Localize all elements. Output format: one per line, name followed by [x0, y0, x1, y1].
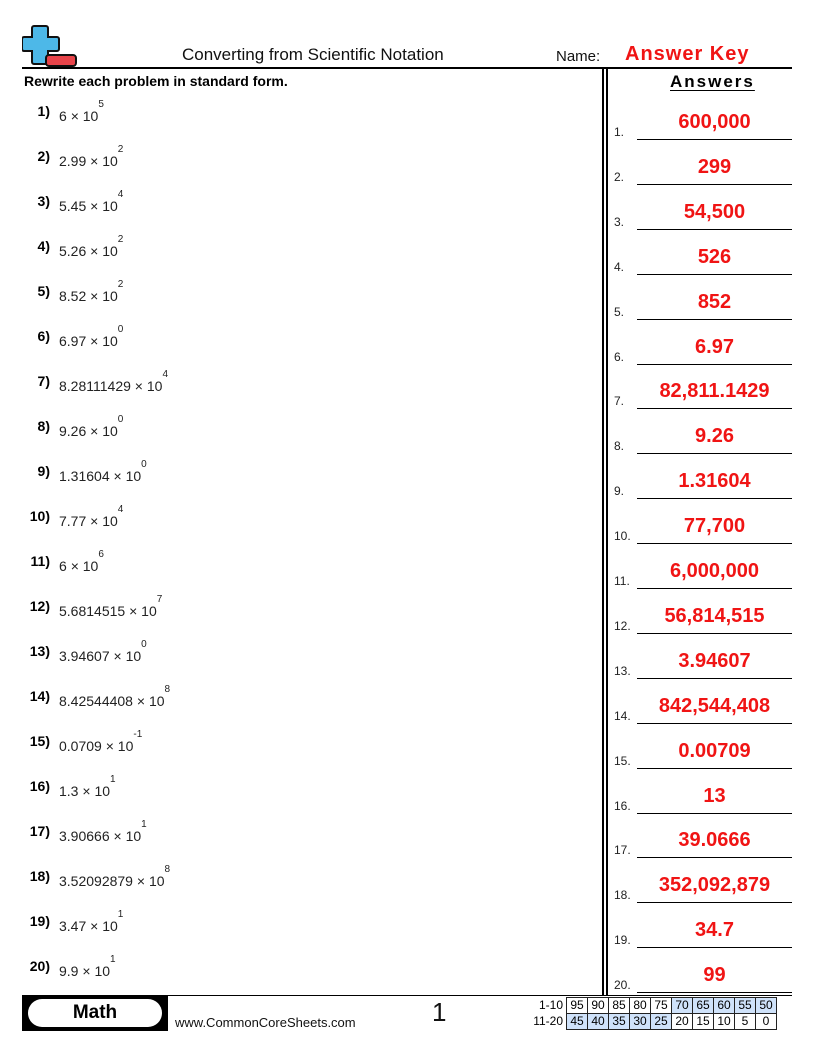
answer-number: 16. — [614, 798, 631, 813]
times-symbol: × — [90, 333, 99, 349]
coefficient: 1.31604 — [59, 468, 110, 484]
answer-line — [637, 453, 792, 454]
answer-number: 17. — [614, 843, 631, 858]
base: 10 — [94, 783, 111, 799]
base: 10 — [125, 648, 142, 664]
problem-number: 18) — [29, 868, 50, 884]
exponent: -1 — [133, 729, 143, 740]
instructions: Rewrite each problem in standard form. — [24, 73, 288, 89]
answer-item — [612, 380, 792, 410]
score-cell: 0 — [756, 1014, 777, 1030]
answer-number: 7. — [614, 394, 625, 409]
score-cell: 20 — [672, 1014, 693, 1030]
answer-item — [612, 425, 792, 455]
score-cell: 60 — [714, 998, 735, 1014]
answer-item — [612, 201, 792, 231]
answer-item — [612, 291, 792, 321]
answer-item — [612, 111, 792, 141]
problem-number: 5) — [37, 283, 50, 299]
coefficient: 3.94607 — [59, 648, 110, 664]
answer-item — [612, 740, 792, 770]
times-symbol: × — [90, 288, 99, 304]
score-cell: 45 — [567, 1014, 588, 1030]
coefficient: 3.47 — [59, 918, 87, 934]
problem-number: 12) — [29, 598, 50, 614]
exponent: 1 — [110, 954, 116, 965]
score-cell: 70 — [672, 998, 693, 1014]
problem-number: 17) — [29, 823, 50, 839]
answer-item — [612, 336, 792, 366]
answer-line — [637, 678, 792, 679]
score-cell: 50 — [756, 998, 777, 1014]
base: 10 — [102, 918, 118, 934]
base: 10 — [146, 378, 163, 394]
score-row — [523, 1014, 777, 1030]
answer-number: 15. — [614, 753, 631, 768]
times-symbol: × — [129, 603, 138, 619]
answer-line — [637, 408, 792, 409]
coefficient: 0.0709 — [59, 738, 102, 754]
answer-value: 0.00709 — [678, 739, 751, 762]
times-symbol: × — [70, 108, 79, 124]
score-row-label: 1-10 — [538, 998, 563, 1012]
times-symbol: × — [82, 963, 91, 979]
coefficient: 5.45 — [59, 198, 87, 214]
answer-line — [637, 768, 792, 769]
answer-number: 20. — [614, 978, 631, 993]
problem-expression — [59, 684, 171, 709]
answer-number: 12. — [614, 618, 631, 633]
problem-number: 7) — [37, 373, 50, 389]
score-cell: 25 — [651, 1014, 672, 1030]
answer-line — [637, 902, 792, 903]
answer-line — [637, 498, 792, 499]
coefficient: 8.42544408 — [59, 693, 133, 709]
answer-item — [612, 964, 792, 994]
answer-item — [612, 246, 792, 276]
times-symbol: × — [82, 783, 91, 799]
answer-number: 18. — [614, 888, 631, 903]
problem-expression — [59, 279, 124, 304]
base: 10 — [102, 513, 118, 529]
exponent: 0 — [117, 414, 124, 425]
problem-expression — [59, 459, 147, 484]
times-symbol: × — [113, 648, 122, 664]
problem-number: 4) — [37, 238, 50, 254]
answers-heading: Answers — [670, 72, 755, 91]
times-symbol: × — [90, 243, 99, 259]
exponent: 5 — [98, 99, 104, 110]
times-symbol: × — [70, 558, 79, 574]
exponent: 4 — [162, 369, 168, 380]
problem-expression — [59, 189, 124, 214]
problem-expression — [59, 819, 147, 844]
problem-number: 14) — [29, 688, 50, 704]
coefficient: 2.99 — [59, 153, 87, 169]
answer-line — [637, 992, 792, 993]
website-link[interactable]: www.CommonCoreSheets.com — [175, 1015, 356, 1030]
score-cell: 30 — [630, 1014, 651, 1030]
times-symbol: × — [134, 378, 143, 394]
answer-value: 3.94607 — [678, 649, 751, 672]
base: 10 — [141, 603, 157, 619]
answer-value: 842,544,408 — [658, 694, 771, 717]
score-cell: 85 — [609, 998, 630, 1014]
answer-line — [637, 229, 792, 230]
exponent: 1 — [117, 909, 124, 920]
answer-value: 852 — [697, 290, 732, 313]
answer-value: 56,814,515 — [664, 604, 765, 627]
base: 10 — [125, 828, 142, 844]
coefficient: 6 — [59, 558, 67, 574]
times-symbol: × — [90, 423, 99, 439]
plus-minus-logo-icon — [22, 24, 78, 68]
answer-value: 99 — [703, 964, 726, 987]
times-symbol: × — [90, 198, 99, 214]
worksheet-title: Converting from Scientific Notation — [182, 45, 444, 64]
exponent: 0 — [117, 324, 124, 335]
answer-number: 1. — [614, 125, 625, 139]
score-cell: 5 — [735, 1014, 756, 1030]
answer-line — [637, 139, 792, 140]
answer-line — [637, 813, 792, 814]
base: 10 — [82, 108, 99, 124]
coefficient: 7.77 — [59, 513, 87, 529]
score-cell: 95 — [567, 998, 588, 1014]
problem-number: 9) — [37, 463, 50, 479]
exponent: 4 — [117, 504, 124, 515]
name-value: Answer Key — [625, 43, 750, 65]
answer-value: 299 — [697, 155, 732, 178]
problem-number: 16) — [29, 778, 50, 794]
answer-item — [612, 829, 792, 859]
header-rule — [22, 67, 792, 69]
answer-line — [637, 274, 792, 275]
problem-expression — [59, 504, 124, 529]
coefficient: 5.6814515 — [59, 603, 126, 619]
exponent: 2 — [117, 234, 124, 245]
base: 10 — [125, 468, 142, 484]
answer-value: 600,000 — [678, 111, 751, 133]
base: 10 — [82, 558, 99, 574]
problem-expression — [59, 594, 163, 619]
coefficient: 6 — [59, 108, 67, 124]
times-symbol: × — [105, 738, 114, 754]
exponent: 7 — [156, 594, 163, 605]
answer-item — [612, 650, 792, 680]
problem-expression — [59, 774, 116, 799]
base: 10 — [102, 423, 118, 439]
answer-item — [612, 515, 792, 545]
score-cell: 35 — [609, 1014, 630, 1030]
page-number: 1 — [432, 997, 447, 1027]
coefficient: 8.52 — [59, 288, 87, 304]
problem-number: 19) — [29, 913, 50, 929]
base: 10 — [94, 963, 111, 979]
answer-item — [612, 874, 792, 904]
subject-label: Math — [28, 999, 162, 1027]
answer-number: 2. — [614, 169, 625, 184]
score-cell: 40 — [588, 1014, 609, 1030]
answer-item — [612, 695, 792, 725]
base: 10 — [102, 333, 118, 349]
answer-number: 13. — [614, 663, 631, 678]
answer-item — [612, 560, 792, 590]
answer-number: 6. — [614, 349, 625, 364]
problem-expression — [59, 324, 124, 349]
score-cell: 65 — [693, 998, 714, 1014]
times-symbol: × — [136, 693, 146, 709]
exponent: 8 — [164, 684, 171, 695]
coefficient: 3.52092879 — [59, 873, 133, 889]
base: 10 — [102, 198, 118, 214]
answer-number: 14. — [614, 708, 631, 723]
score-cell: 75 — [651, 998, 672, 1014]
times-symbol: × — [90, 513, 99, 529]
answer-item — [612, 470, 792, 500]
answer-item — [612, 785, 792, 815]
answer-number: 19. — [614, 933, 631, 948]
problem-number: 15) — [29, 733, 50, 749]
answer-item — [612, 156, 792, 186]
problem-expression — [59, 909, 124, 934]
answer-line — [637, 723, 792, 724]
exponent: 1 — [110, 774, 116, 785]
score-row — [523, 998, 777, 1014]
exponent: 6 — [98, 549, 104, 560]
problem-number: 20) — [29, 958, 50, 974]
answer-number: 5. — [614, 304, 625, 319]
score-cell: 55 — [735, 998, 756, 1014]
answer-number: 9. — [614, 484, 625, 499]
coefficient: 8.28111429 — [59, 378, 131, 394]
times-symbol: × — [136, 873, 146, 889]
problem-number: 6) — [37, 328, 50, 344]
answer-value: 34.7 — [695, 919, 734, 942]
score-cell: 80 — [630, 998, 651, 1014]
coefficient: 1.3 — [59, 783, 79, 799]
answer-number: 8. — [614, 439, 625, 454]
base: 10 — [102, 153, 118, 169]
answer-line — [637, 633, 792, 634]
answer-value: 54,500 — [683, 200, 746, 223]
exponent: 4 — [117, 189, 124, 200]
exponent: 2 — [117, 279, 124, 290]
answer-number: 4. — [614, 259, 625, 274]
base: 10 — [102, 288, 118, 304]
answer-number: 10. — [614, 529, 631, 544]
problem-number: 2) — [37, 148, 50, 164]
problem-expression — [59, 414, 124, 439]
problem-number: 13) — [29, 643, 50, 659]
score-table — [523, 997, 777, 1030]
problem-number: 1) — [37, 103, 50, 119]
answer-line — [637, 543, 792, 544]
column-divider — [606, 69, 608, 995]
answer-line — [637, 857, 792, 858]
problem-expression — [59, 144, 124, 169]
exponent: 1 — [141, 819, 147, 830]
exponent: 0 — [141, 639, 147, 650]
problem-expression — [59, 639, 147, 664]
answer-value: 526 — [697, 245, 732, 268]
problem-number: 8) — [37, 418, 50, 434]
answer-value: 82,811.1429 — [659, 380, 770, 403]
answer-item — [612, 919, 792, 949]
problem-expression — [59, 729, 143, 754]
coefficient: 9.26 — [59, 423, 87, 439]
problem-expression — [59, 369, 168, 394]
answer-item — [612, 605, 792, 635]
problem-number: 3) — [37, 193, 50, 209]
times-symbol: × — [90, 918, 99, 934]
problem-expression — [59, 549, 104, 574]
problem-expression — [59, 864, 171, 889]
answer-line — [637, 319, 792, 320]
answer-value: 13 — [703, 784, 726, 807]
answer-value: 1.31604 — [678, 470, 751, 493]
exponent: 0 — [141, 459, 147, 470]
times-symbol: × — [113, 468, 122, 484]
problem-number: 10) — [29, 508, 50, 524]
times-symbol: × — [113, 828, 122, 844]
answer-value: 77,700 — [683, 515, 746, 538]
base: 10 — [102, 243, 118, 259]
score-cell: 10 — [714, 1014, 735, 1030]
score-cell: 90 — [588, 998, 609, 1014]
times-symbol: × — [90, 153, 99, 169]
exponent: 8 — [164, 864, 171, 875]
column-divider — [602, 69, 604, 995]
coefficient: 6.97 — [59, 333, 87, 349]
answer-value: 352,092,879 — [658, 874, 771, 897]
exponent: 2 — [117, 144, 124, 155]
name-label: Name: — [556, 48, 601, 65]
score-row-label: 11-20 — [533, 1014, 563, 1028]
coefficient: 9.9 — [59, 963, 79, 979]
problem-expression — [59, 99, 104, 124]
score-cell: 15 — [693, 1014, 714, 1030]
answer-value: 39.0666 — [678, 829, 751, 852]
answer-value: 6.97 — [695, 335, 734, 358]
answer-number: 11. — [614, 574, 630, 588]
base: 10 — [148, 693, 165, 709]
problem-expression — [59, 234, 124, 259]
answer-number: 3. — [614, 214, 625, 229]
answer-line — [637, 588, 792, 589]
problem-expression — [59, 954, 116, 979]
problem-number: 11) — [30, 553, 50, 569]
answer-line — [637, 184, 792, 185]
answer-line — [637, 947, 792, 948]
base: 10 — [148, 873, 165, 889]
base: 10 — [117, 738, 134, 754]
answer-line — [637, 364, 792, 365]
coefficient: 5.26 — [59, 243, 87, 259]
answer-value: 6,000,000 — [670, 560, 759, 582]
coefficient: 3.90666 — [59, 828, 110, 844]
answer-value: 9.26 — [695, 425, 734, 448]
